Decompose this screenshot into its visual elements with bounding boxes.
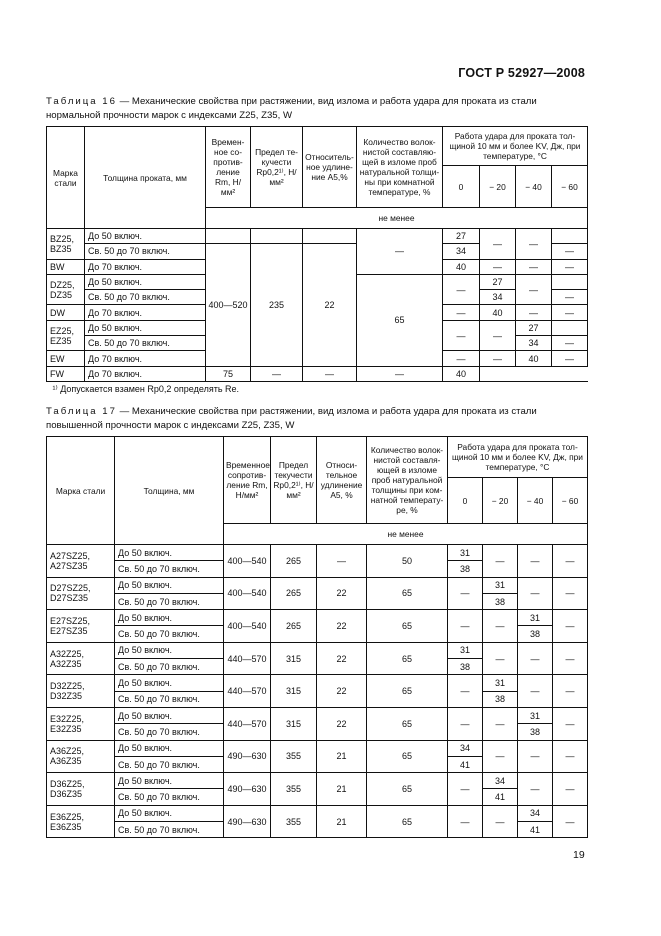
t17-kv: 38	[518, 626, 553, 642]
t16-grade-dw: DW	[47, 305, 85, 320]
table16-footnote-row	[47, 381, 588, 396]
t16-cell	[206, 229, 251, 244]
t16-h-elongation: Относитель-ное удлине-ние A5,%	[303, 127, 357, 208]
t17-kv: 41	[483, 789, 518, 805]
t17-grade: D32Z25, D32Z35	[47, 675, 115, 708]
t17-thick: Св. 50 до 70 включ.	[115, 724, 224, 740]
table-row	[47, 610, 588, 626]
t16-temp-60: − 60	[552, 166, 588, 208]
t17-kv: 31	[483, 675, 518, 691]
t17-h-thickness: Толщина, мм	[115, 437, 224, 545]
t16-temp-20: − 20	[480, 166, 516, 208]
t16-h-impact: Работа удара для проката тол-щиной 10 мм и более KV, Дж, при температуре, °С	[443, 127, 588, 166]
t16-h-tensile: Времен-ное со-против-ление Rm, Н/мм²	[206, 127, 251, 208]
table17	[46, 436, 588, 838]
t17-kv: 31	[448, 545, 483, 561]
t16-grade-bz: BZ25, BZ35	[47, 229, 85, 260]
t16-kv: 27	[443, 229, 480, 244]
t17-kv: 31	[518, 610, 553, 626]
t17-kv: —	[448, 610, 483, 643]
t17-kv: —	[553, 545, 588, 578]
table-row	[47, 545, 588, 561]
table17-body	[47, 545, 588, 838]
t17-kv: —	[448, 805, 483, 838]
table-row	[47, 577, 588, 593]
t17-kv: —	[483, 545, 518, 578]
t17-temp-20: − 20	[483, 478, 518, 524]
t17-kv: —	[553, 675, 588, 708]
t17-thick: Св. 50 до 70 включ.	[115, 756, 224, 772]
table-row	[47, 773, 588, 789]
t16-kv	[552, 320, 588, 335]
t17-yield: 315	[271, 642, 317, 675]
t16-kv: —	[552, 259, 588, 274]
t17-thick: Св. 50 до 70 включ.	[115, 561, 224, 577]
t17-thick: До 50 включ.	[115, 642, 224, 658]
t17-fracture: 65	[367, 740, 448, 773]
t17-tensile: 400—540	[224, 610, 271, 643]
table-row	[47, 805, 588, 821]
t17-kv: —	[448, 773, 483, 806]
table-row	[47, 229, 588, 244]
t17-kv: —	[483, 610, 518, 643]
t17-h-min: не менее	[224, 524, 588, 545]
t17-h-elongation: Относи-тельное удлинение A5, %	[317, 437, 367, 524]
t17-kv: —	[518, 545, 553, 578]
t17-temp-40: − 40	[518, 478, 553, 524]
table-row	[47, 707, 588, 723]
t16-kv: 40	[443, 259, 480, 274]
t17-kv: 38	[448, 561, 483, 577]
t17-thick: До 50 включ.	[115, 805, 224, 821]
t16-kv: —	[443, 320, 480, 351]
t17-kv: —	[448, 707, 483, 740]
t17-kv: —	[483, 707, 518, 740]
t17-elongation: 21	[317, 773, 367, 806]
t16-h-fracture: Количество волок-нистой составляю-щей в изломе проб натуральной толщи-ны при комнатной температуре, %	[357, 127, 443, 208]
t16-kv: —	[552, 290, 588, 305]
t16-thick: До 70 включ.	[85, 366, 206, 381]
t16-kv: —	[357, 366, 443, 381]
t17-kv: —	[448, 675, 483, 708]
t16-grade-ez: EZ25, EZ35	[47, 320, 85, 351]
t17-elongation: 21	[317, 805, 367, 838]
t17-thick: Св. 50 до 70 включ.	[115, 659, 224, 675]
t17-kv: —	[518, 773, 553, 806]
t16-kv: 34	[516, 336, 552, 351]
t17-kv: 38	[483, 593, 518, 609]
table-row	[47, 740, 588, 756]
t16-cell	[251, 229, 303, 244]
t17-thick: Св. 50 до 70 включ.	[115, 691, 224, 707]
t16-kv: —	[443, 351, 480, 366]
t16-thick: До 70 включ.	[85, 305, 206, 320]
t16-kv: 40	[516, 351, 552, 366]
t17-fracture: 65	[367, 707, 448, 740]
table-row	[47, 675, 588, 691]
t17-kv: —	[553, 707, 588, 740]
table16	[46, 126, 588, 396]
t17-h-grade: Марка стали	[47, 437, 115, 545]
t17-kv: 41	[448, 756, 483, 772]
t16-elongation: 22	[303, 244, 357, 366]
t17-kv: 38	[448, 659, 483, 675]
t17-kv: —	[518, 740, 553, 773]
t16-grade-bw: BW	[47, 259, 85, 274]
t17-kv: —	[553, 773, 588, 806]
t17-grade: D36Z25, D36Z35	[47, 773, 115, 806]
t16-temp-0: 0	[443, 166, 480, 208]
t17-yield: 265	[271, 577, 317, 610]
t16-kv: —	[516, 274, 552, 305]
t16-kv: —	[552, 336, 588, 351]
t16-kv: —	[480, 351, 516, 366]
t17-kv: —	[553, 740, 588, 773]
t16-fracture-f: 75	[206, 366, 251, 381]
t16-thick: До 50 включ.	[85, 320, 206, 335]
table17-caption	[46, 405, 591, 433]
t16-thick: Св. 50 до 70 включ.	[85, 336, 206, 351]
table-row	[47, 642, 588, 658]
t16-thick: Св. 50 до 70 включ.	[85, 290, 206, 305]
t16-kv: —	[303, 366, 357, 381]
t16-kv: 40	[480, 305, 516, 320]
table17-header-row	[47, 437, 588, 478]
t17-grade: E32Z25, E32Z35	[47, 707, 115, 740]
t16-tensile: 400—520	[206, 244, 251, 366]
t17-yield: 355	[271, 740, 317, 773]
t17-kv: 34	[518, 805, 553, 821]
t16-h-min: не менее	[206, 208, 588, 229]
t16-grade-fw: FW	[47, 366, 85, 381]
t17-tensile: 490—630	[224, 740, 271, 773]
t17-tensile: 440—570	[224, 707, 271, 740]
t17-tensile: 490—630	[224, 805, 271, 838]
t17-thick: До 50 включ.	[115, 610, 224, 626]
t16-kv: —	[516, 305, 552, 320]
table16-footnote: ¹⁾ Допускается взамен Rp0,2 определять Re.	[47, 381, 588, 396]
t16-grade-ew: EW	[47, 351, 85, 366]
t17-thick: До 50 включ.	[115, 773, 224, 789]
table16-caption	[46, 95, 591, 123]
t17-thick: До 50 включ.	[115, 545, 224, 561]
t17-thick: Св. 50 до 70 включ.	[115, 593, 224, 609]
t17-kv: —	[518, 642, 553, 675]
t17-fracture: 50	[367, 545, 448, 578]
t16-yield: 235	[251, 244, 303, 366]
t17-thick: До 50 включ.	[115, 707, 224, 723]
t17-h-fracture: Количество волок-нистой составля-ющей в изломе проб натуральной толщины при ком-натной температу-ре, %	[367, 437, 448, 524]
t17-tensile: 440—570	[224, 642, 271, 675]
t16-fracture-b: —	[357, 229, 443, 275]
t17-elongation: 22	[317, 577, 367, 610]
t16-kv	[552, 229, 588, 244]
t17-grade: A27SZ25, A27SZ35	[47, 545, 115, 578]
t17-tensile: 440—570	[224, 675, 271, 708]
t17-thick: Св. 50 до 70 включ.	[115, 626, 224, 642]
t16-thick: До 50 включ.	[85, 274, 206, 289]
t17-thick: До 50 включ.	[115, 675, 224, 691]
t17-tensile: 490—630	[224, 773, 271, 806]
t16-kv: —	[443, 305, 480, 320]
t16-kv: 27	[480, 274, 516, 289]
t17-kv: —	[553, 577, 588, 610]
t17-grade: D27SZ25, D27SZ35	[47, 577, 115, 610]
t17-kv: 38	[483, 691, 518, 707]
t17-temp-0: 0	[448, 478, 483, 524]
t17-yield: 355	[271, 805, 317, 838]
t17-yield: 315	[271, 675, 317, 708]
t17-fracture: 65	[367, 642, 448, 675]
t16-kv: 40	[443, 366, 480, 381]
t16-thick: До 70 включ.	[85, 259, 206, 274]
t16-kv: —	[552, 305, 588, 320]
t17-fracture: 65	[367, 805, 448, 838]
t16-kv: —	[516, 229, 552, 260]
t17-kv: 38	[518, 724, 553, 740]
t16-thick: До 70 включ.	[85, 351, 206, 366]
t17-kv: —	[518, 675, 553, 708]
t16-cell	[303, 229, 357, 244]
t17-kv: —	[483, 805, 518, 838]
t16-kv: 34	[443, 244, 480, 259]
t17-temp-60: − 60	[553, 478, 588, 524]
t17-elongation: —	[317, 545, 367, 578]
table-row	[47, 366, 588, 381]
t16-fracture-de: 65	[357, 274, 443, 366]
t17-thick: До 50 включ.	[115, 577, 224, 593]
t17-kv: 31	[448, 642, 483, 658]
t17-elongation: 22	[317, 707, 367, 740]
t17-fracture: 65	[367, 675, 448, 708]
t16-kv: —	[552, 351, 588, 366]
t17-kv: 31	[483, 577, 518, 593]
t17-yield: 265	[271, 610, 317, 643]
t16-kv: 34	[480, 290, 516, 305]
t17-kv: 41	[518, 822, 553, 838]
t17-elongation: 22	[317, 642, 367, 675]
t16-thick: Св. 50 до 70 включ.	[85, 244, 206, 259]
t17-h-tensile: Временное сопротив-ление Rm, Н/мм²	[224, 437, 271, 524]
t16-kv: —	[480, 229, 516, 260]
t17-kv: —	[518, 577, 553, 610]
table17-label: Таблица 17	[46, 406, 117, 417]
t17-fracture: 65	[367, 610, 448, 643]
t17-grade: A36Z25, A36Z35	[47, 740, 115, 773]
t16-kv: —	[251, 366, 303, 381]
t17-elongation: 22	[317, 675, 367, 708]
t17-grade: A32Z25, A32Z35	[47, 642, 115, 675]
t17-h-impact: Работа удара для проката тол-щиной 10 мм и более KV, Дж, при температуре, °С	[448, 437, 588, 478]
table16-title: — Механические свойства при растяжении, вид излома и работа удара для проката из стали нормальной прочности марок с индексами Z25, Z35, W	[46, 96, 537, 121]
t16-kv: —	[516, 259, 552, 274]
t17-elongation: 21	[317, 740, 367, 773]
document-code: ГОСТ Р 52927—2008	[458, 66, 585, 80]
t17-kv: —	[553, 642, 588, 675]
t17-kv: —	[448, 577, 483, 610]
t17-thick: До 50 включ.	[115, 740, 224, 756]
t17-thick: Св. 50 до 70 включ.	[115, 789, 224, 805]
t17-kv: —	[553, 610, 588, 643]
t17-kv: —	[483, 642, 518, 675]
t17-kv: —	[483, 740, 518, 773]
table16-header-row	[47, 127, 588, 166]
t16-kv: —	[480, 259, 516, 274]
t17-yield: 355	[271, 773, 317, 806]
t16-grade-dz: DZ25, DZ35	[47, 274, 85, 305]
t17-tensile: 400—540	[224, 577, 271, 610]
t17-yield: 315	[271, 707, 317, 740]
table16-label: Таблица 16	[46, 96, 117, 107]
page-number: 19	[573, 849, 585, 861]
t17-grade: E36Z25, E36Z35	[47, 805, 115, 838]
t16-kv: —	[552, 244, 588, 259]
t17-tensile: 400—540	[224, 545, 271, 578]
t17-grade: E27SZ25, E27SZ35	[47, 610, 115, 643]
t17-thick: Св. 50 до 70 включ.	[115, 822, 224, 838]
t16-temp-40: − 40	[516, 166, 552, 208]
t16-h-yield: Предел те-кучести Rp0,2¹⁾, Н/мм²	[251, 127, 303, 208]
t16-kv: 27	[516, 320, 552, 335]
t17-h-yield: Предел текучести Rp0,2¹⁾, Н/мм²	[271, 437, 317, 524]
t17-fracture: 65	[367, 773, 448, 806]
t17-fracture: 65	[367, 577, 448, 610]
t17-kv: 34	[448, 740, 483, 756]
t17-kv: 31	[518, 707, 553, 723]
t16-kv: —	[443, 274, 480, 305]
t17-yield: 265	[271, 545, 317, 578]
t17-elongation: 22	[317, 610, 367, 643]
t16-kv	[552, 274, 588, 289]
t16-thick: До 50 включ.	[85, 229, 206, 244]
table17-title: — Механические свойства при растяжении, вид излома и работа удара для проката из стали повышенной прочности марок с индексами Z25, Z35, W	[46, 406, 537, 431]
t16-h-grade: Марка стали	[47, 127, 85, 229]
t17-kv: —	[553, 805, 588, 838]
t16-kv: —	[480, 320, 516, 351]
t16-h-thickness: Толщина проката, мм	[85, 127, 206, 229]
t17-kv: 34	[483, 773, 518, 789]
